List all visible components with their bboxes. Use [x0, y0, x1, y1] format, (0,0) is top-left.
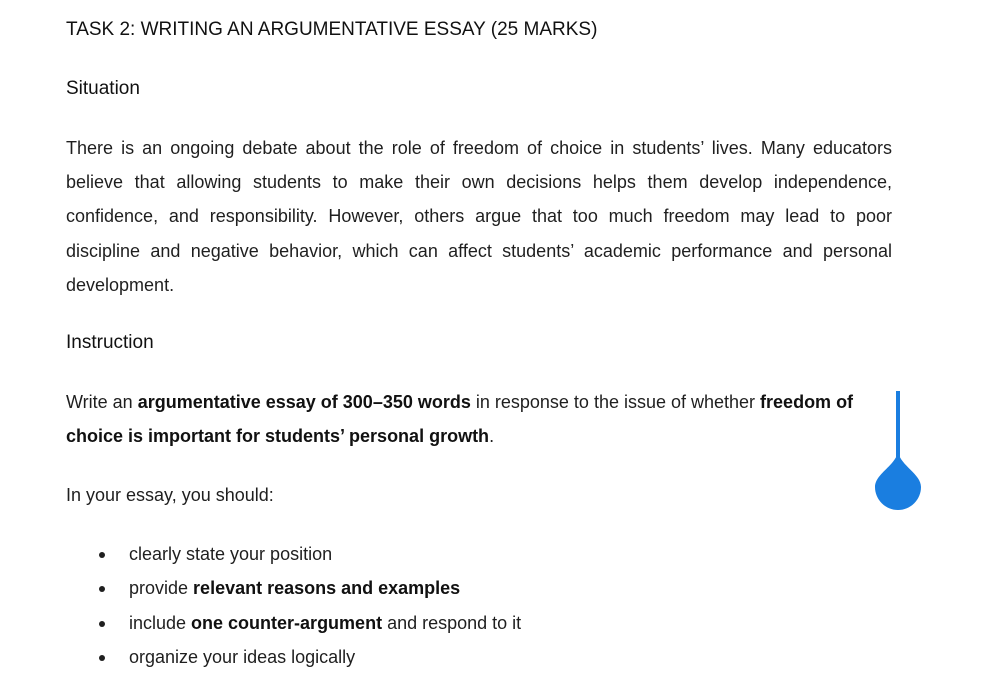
instruction-text: .	[489, 426, 495, 447]
instruction-text: in response to the issue of whether	[470, 392, 761, 412]
list-item-text: include	[129, 612, 192, 633]
instruction-heading: Instruction	[66, 332, 154, 353]
list-item-bold-text: one counter-argument	[191, 612, 383, 633]
requirements-list	[66, 537, 521, 674]
list-item-bold-text: relevant reasons and examples	[193, 578, 461, 599]
list-item	[66, 571, 521, 605]
instruction-bold-text: freedom of choice is important for students’ personal growth	[66, 392, 854, 447]
instruction-bold-text: argumentative essay of 300–350 words	[137, 392, 471, 412]
essay-intro: In your essay, you should:	[66, 485, 274, 505]
text-cursor-handle-icon[interactable]	[875, 452, 921, 510]
bullet-icon	[99, 655, 105, 661]
list-item	[66, 640, 521, 674]
situation-heading: Situation	[66, 78, 140, 99]
list-item	[66, 537, 521, 571]
instruction-text: Write an	[66, 392, 138, 412]
list-item-text: and respond to it	[382, 612, 522, 633]
situation-paragraph: There is an ongoing debate about the role of freedom of choice in students’ lives. Many educators believe that allowing students to make their own decisions helps them develop independence, confidence, and responsibility. However, others argue that too much freedom may lead to poor discipline and negative behavior, which can affect students’ academic performance and personal development.	[66, 138, 892, 295]
list-item-text: clearly state your position	[129, 544, 333, 564]
list-item-text: organize your ideas logically	[129, 646, 356, 667]
list-item	[66, 606, 521, 640]
bullet-icon	[99, 552, 105, 558]
list-item-text: provide	[129, 578, 194, 599]
bullet-icon	[99, 586, 105, 592]
bullet-icon	[99, 621, 105, 627]
text-cursor-line[interactable]	[896, 391, 900, 461]
instruction-paragraph	[66, 385, 892, 453]
task-title: TASK 2: WRITING AN ARGUMENTATIVE ESSAY (25 MARKS)	[66, 19, 598, 40]
